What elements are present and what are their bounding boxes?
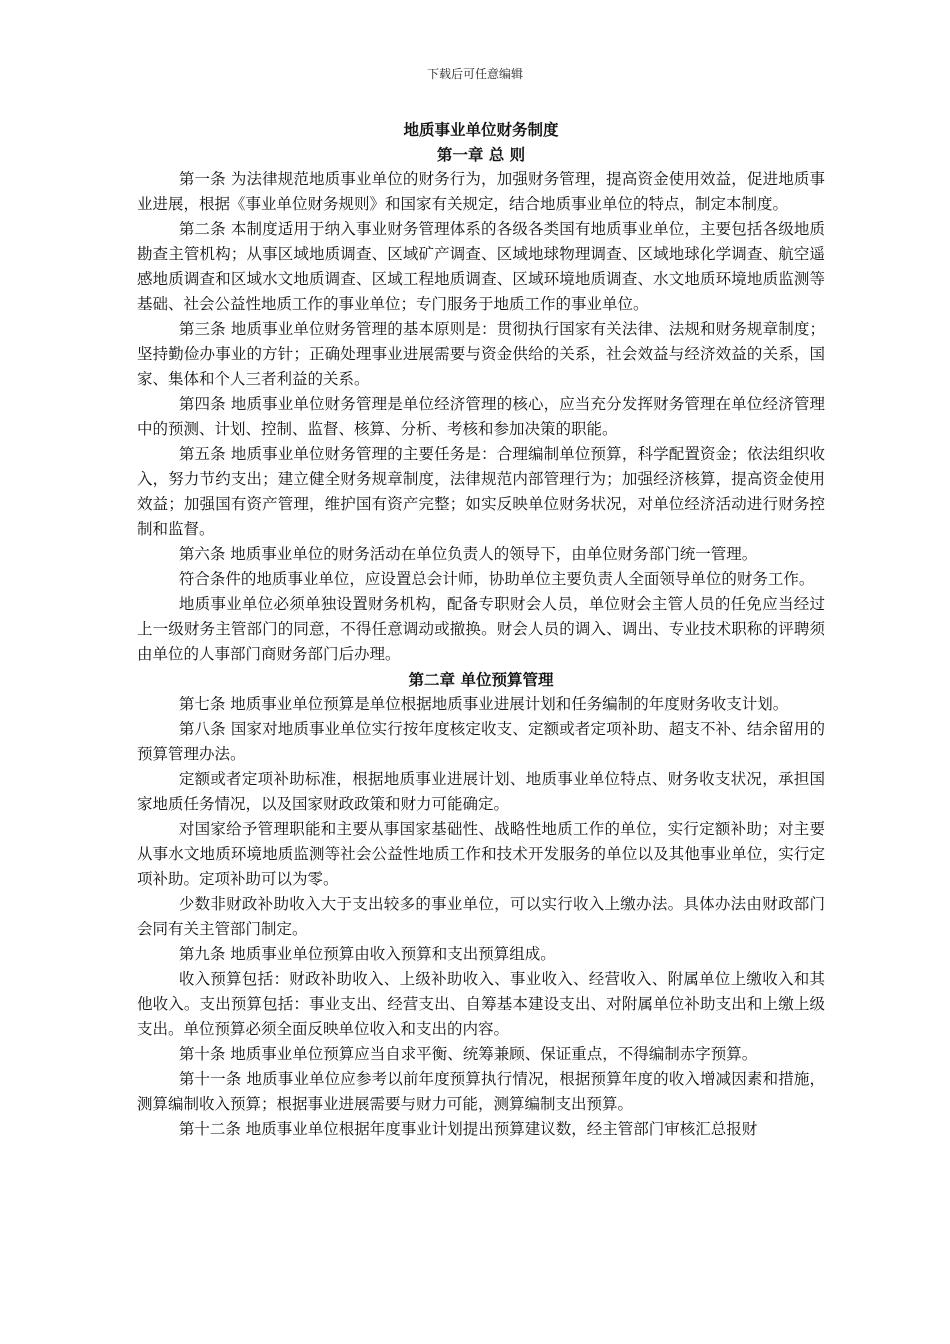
paragraph: 第三条 地质事业单位财务管理的基本原则是：贯彻执行国家有关法律、法规和财务规章制度；坚持勤俭办事业的方针；正确处理事业进展需要与资金供给的关系，社会效益与经济效益的关系，国家、集体和个人三者利益的关系。 — [137, 320, 825, 388]
header-note: 下载后可任意编辑 — [426, 67, 523, 81]
paragraph: 第一条 为法律规范地质事业单位的财务行为，加强财务管理，提高资金使用效益，促进地质事业进展，根据《事业单位财务规则》和国家有关规定，结合地质事业单位的特点，制定本制度。 — [137, 170, 825, 213]
paragraph: 第九条 地质事业单位预算由收入预算和支出预算组成。 — [178, 945, 556, 963]
paragraph: 符合条件的地质事业单位，应设置总会计师，协助单位主要负责人全面领导单位的财务工作。 — [178, 570, 815, 588]
paragraph: 收入预算包括：财政补助收入、上级补助收入、事业收入、经营收入、附属单位上缴收入和其他收入。支出预算包括：事业支出、经营支出、自筹基本建设支出、对附属单位补助支出和上缴上级支出。单位预算必须全面反映单位收入和支出的内容。 — [137, 970, 825, 1038]
paragraph: 第七条 地质事业单位预算是单位根据地质事业进展计划和任务编制的年度财务收支计划。 — [178, 695, 789, 713]
paragraph: 少数非财政补助收入大于支出较多的事业单位，可以实行收入上缴办法。具体办法由财政部门会同有关主管部门制定。 — [137, 895, 825, 938]
paragraph: 地质事业单位必须单独设置财务机构，配备专职财会人员，单位财会主管人员的任免应当经过上一级财务主管部门的同意，不得任意调动或撤换。财会人员的调入、调出、专业技术职称的评聘须由单位的人事部门商财务部门后办理。 — [137, 595, 825, 663]
paragraph: 第八条 国家对地质事业单位实行按年度核定收支、定额或者定项补助、超支不补、结余留用的预算管理办法。 — [137, 720, 825, 763]
paragraph: 定额或者定项补助标准，根据地质事业进展计划、地质事业单位特点、财务收支状况，承担国家地质任务情况，以及国家财政政策和财力可能确定。 — [137, 770, 825, 813]
document-body — [137, 117, 825, 1142]
paragraph: 第四条 地质事业单位财务管理是单位经济管理的核心，应当充分发挥财务管理在单位经济管理中的预测、计划、控制、监督、核算、分析、考核和参加决策的职能。 — [137, 395, 825, 438]
paragraph: 第五条 地质事业单位财务管理的主要任务是：合理编制单位预算，科学配置资金；依法组织收入，努力节约支出；建立健全财务规章制度，法律规范内部管理行为；加强经济核算，提高资金使用效益；加强国有资产管理，维护国有资产完整；如实反映单位财务状况，对单位经济活动进行财务控制和监督。 — [137, 445, 825, 538]
chapter-heading: 第一章 总 则 — [436, 145, 526, 164]
paragraph: 对国家给予管理职能和主要从事国家基础性、战略性地质工作的单位，实行定额补助；对主要从事水文地质环境地质监测等社会公益性地质工作和技术开发服务的单位以及其他事业单位，实行定项补助。定项补助可以为零。 — [137, 820, 825, 888]
paragraph: 第六条 地质事业单位的财务活动在单位负责人的领导下，由单位财务部门统一管理。 — [178, 545, 758, 563]
paragraph: 第十二条 地质事业单位根据年度事业计划提出预算建议数，经主管部门审核汇总报财 — [178, 1120, 758, 1138]
document-title: 地质事业单位财务制度 — [403, 120, 559, 139]
paragraph: 第十一条 地质事业单位应参考以前年度预算执行情况，根据预算年度的收入增减因素和措施，测算编制收入预算；根据事业进展需要与财力可能，测算编制支出预算。 — [137, 1070, 825, 1113]
paragraph: 第十条 地质事业单位预算应当自求平衡、统筹兼顾、保证重点，不得编制赤字预算。 — [178, 1045, 758, 1063]
paragraph: 第二条 本制度适用于纳入事业财务管理体系的各级各类国有地质事业单位，主要包括各级地质勘查主管机构；从事区域地质调查、区域矿产调查、区域地球物理调查、区域地球化学调查、航空遥感地质调查和区域水文地质调查、区域工程地质调查、区域环境地质调查、水文地质环境地质监测等基础、社会公益性地质工作的事业单位；专门服务于地质工作的事业单位。 — [137, 220, 825, 313]
chapter-heading: 第二章 单位预算管理 — [408, 670, 554, 689]
